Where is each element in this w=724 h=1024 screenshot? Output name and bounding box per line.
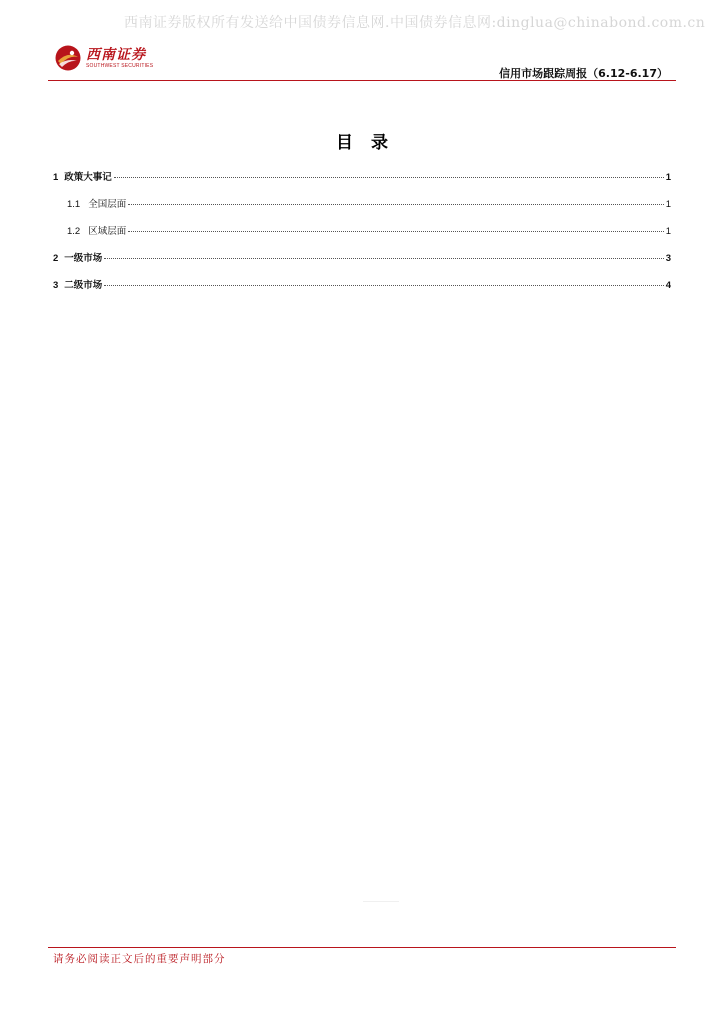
toc-entry[interactable] (53, 168, 671, 195)
toc-entry-page: 1 (665, 172, 671, 183)
footer-divider (48, 947, 676, 948)
logo-chinese-name: 西南证券 (86, 46, 146, 63)
toc-entry-label: 二级市场 (64, 280, 103, 291)
toc-title: 目录 (336, 133, 406, 153)
southwest-securities-logo-icon (55, 45, 81, 71)
toc-leader-dots (128, 204, 663, 205)
header-divider (48, 80, 676, 81)
toc-entry-number: 3 (53, 280, 59, 291)
toc-entry-page: 4 (665, 280, 671, 291)
toc-entry[interactable] (53, 222, 671, 249)
toc-entry-page: 1 (665, 199, 671, 210)
toc-leader-dots (104, 258, 663, 259)
toc-entry-label: 一级市场 (64, 253, 103, 264)
toc-entry-label: 区域层面 (88, 226, 127, 237)
faint-page-mark (363, 901, 399, 902)
toc-entry-number: 1.2 (67, 226, 81, 237)
toc-entry-label: 全国层面 (88, 199, 127, 210)
report-header-title: 信用市场跟踪周报（6.12-6.17） (499, 67, 668, 80)
toc-entry-page: 1 (665, 226, 671, 237)
toc-leader-dots (128, 231, 663, 232)
logo-english-name: SOUTHWEST SECURITIES (86, 62, 154, 69)
toc-entry[interactable] (53, 195, 671, 222)
toc-leader-dots (114, 177, 664, 178)
toc-entry[interactable] (53, 276, 671, 303)
footer-disclaimer: 请务必阅读正文后的重要声明部分 (53, 953, 226, 965)
toc-entry-number: 1.1 (67, 199, 81, 210)
toc-entry-number: 2 (53, 253, 59, 264)
toc-leader-dots (104, 285, 663, 286)
toc-entry-number: 1 (53, 172, 59, 183)
toc-entry-label: 政策大事记 (64, 172, 112, 183)
company-logo (55, 45, 153, 71)
table-of-contents (53, 168, 671, 303)
toc-entry-page: 3 (665, 253, 671, 264)
watermark-text: 西南证券版权所有发送给中国债券信息网.中国债券信息网:dinglua@chinabond.com.cn (124, 15, 706, 31)
toc-entry[interactable] (53, 249, 671, 276)
